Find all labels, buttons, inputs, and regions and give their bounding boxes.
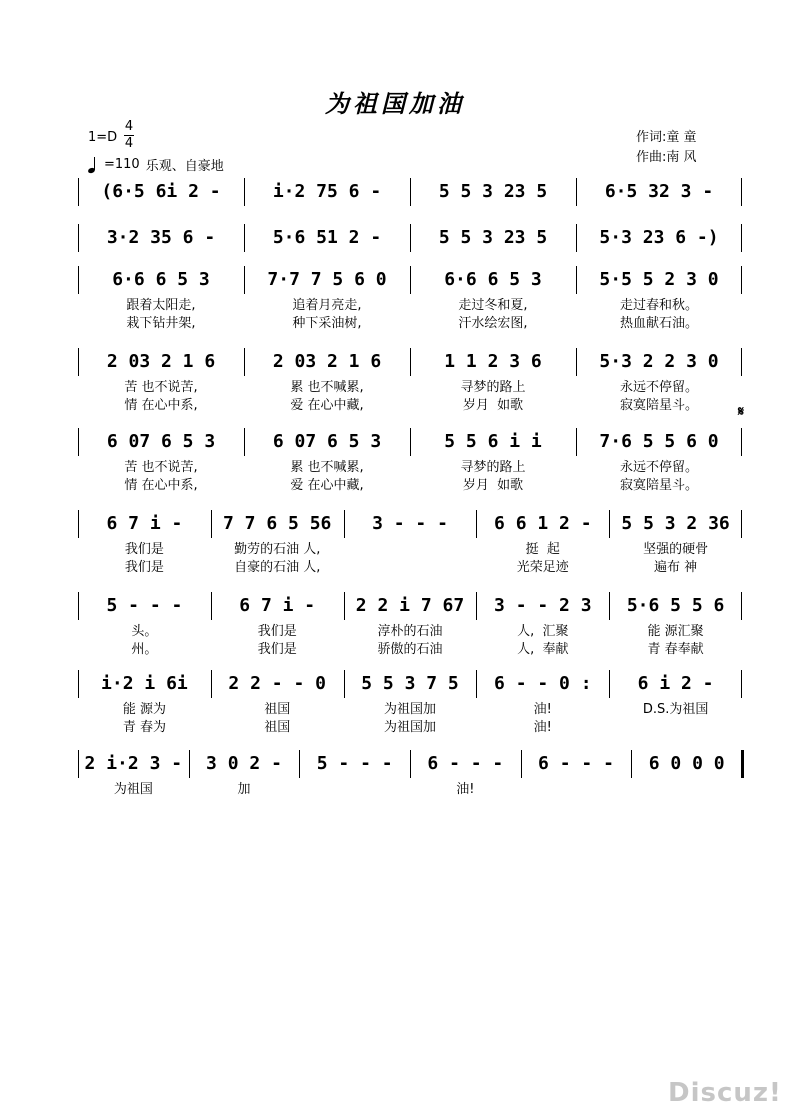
- lyric-text: 追着月亮走,: [292, 298, 362, 313]
- lyric-text: 苦 也不说苦,: [124, 460, 198, 475]
- barline: [299, 750, 300, 778]
- barline: [344, 510, 345, 538]
- measure-notes: 5 5 3 2 36: [621, 512, 730, 534]
- measure: [416, 346, 570, 376]
- measure: [416, 426, 570, 456]
- barline: [741, 348, 742, 376]
- measure: [84, 264, 238, 294]
- barline: [410, 224, 411, 252]
- barline: [576, 428, 577, 456]
- measure-notes: 2 i·2 3 -: [84, 752, 183, 774]
- measure: [582, 176, 736, 206]
- measure-notes: 5·3 2 2 3 0: [599, 350, 719, 372]
- credits: [636, 128, 697, 168]
- lyric-line: [78, 376, 742, 394]
- barline: [741, 266, 742, 294]
- measure-notes: 7·7 7 5 6 0: [267, 268, 387, 290]
- barline: [410, 266, 411, 294]
- measure: [84, 222, 238, 252]
- measure: [416, 748, 515, 778]
- lyric-text: 岁月 如歌: [462, 478, 524, 493]
- lyric-text: 祖国: [264, 702, 291, 717]
- lyric-text: 淳朴的石油: [377, 624, 443, 639]
- barline: [244, 224, 245, 252]
- measure-notes: 5 5 3 23 5: [438, 180, 548, 202]
- barline: [244, 428, 245, 456]
- lyric-text: 情 在心中系,: [124, 478, 198, 493]
- barline: [78, 750, 79, 778]
- measure-notes: 3 - - -: [372, 512, 448, 534]
- lyric-text: 寻梦的路上: [460, 380, 526, 395]
- barline: [244, 178, 245, 206]
- lyric-text: 青 春为: [122, 720, 166, 735]
- lyric-text: 寻梦的路上: [460, 460, 526, 475]
- lyric-text: 自豪的石油 人,: [234, 560, 321, 575]
- score-system: [78, 590, 742, 656]
- lyric-text: D.S.为祖国: [642, 702, 709, 717]
- barline: [576, 178, 577, 206]
- measure-notes: 6 07 6 5 3: [106, 430, 216, 452]
- barline: [741, 178, 742, 206]
- barline: [78, 266, 79, 294]
- lyric-text: 走过春和秋。: [619, 298, 698, 313]
- measure-notes: 5·6 5 5 6: [626, 594, 725, 616]
- lyric-text: 走过冬和夏,: [458, 298, 528, 313]
- measure-notes: 6 7 i -: [106, 512, 183, 534]
- lyric-text: 油!: [456, 782, 475, 797]
- measure-notes: 2 2 - - 0: [228, 672, 326, 694]
- measure: [527, 748, 626, 778]
- lyric-text: 情 在心中系,: [124, 398, 198, 413]
- lyric-text: 累 也不喊累,: [290, 380, 364, 395]
- barline: [609, 592, 610, 620]
- lyric-text: 汗水绘宏图,: [458, 316, 528, 331]
- barline: [410, 750, 411, 778]
- measure-notes: 6 6 1 2 -: [494, 512, 592, 534]
- lyric-text: 热血献石油。: [619, 316, 698, 331]
- lyric-text: 我们是: [124, 560, 164, 575]
- measure-notes: 5 - - -: [316, 752, 393, 774]
- measure-notes: 5 5 6 i i: [444, 430, 542, 452]
- lyric-line: [78, 778, 742, 796]
- barline: [344, 592, 345, 620]
- lyric-line: [78, 556, 742, 574]
- lyric-text: 坚强的硬骨: [643, 542, 709, 557]
- measure-notes: i·2 75 6 -: [272, 180, 382, 202]
- measure: [84, 346, 238, 376]
- lyric-text: 为祖国: [113, 782, 153, 797]
- measure-notes: 5 - - -: [106, 594, 183, 616]
- lyric-text: 油!: [533, 720, 552, 735]
- barline: [741, 592, 742, 620]
- measure-notes: 1 1 2 3 6: [444, 350, 542, 372]
- barline: [741, 224, 742, 252]
- measure: [217, 590, 338, 620]
- measure: [582, 346, 736, 376]
- measure: [84, 590, 205, 620]
- time-signature: [124, 120, 134, 151]
- score-system: [78, 668, 742, 734]
- barline: [78, 510, 79, 538]
- barline: [576, 348, 577, 376]
- lyric-text: 骄傲的石油: [377, 642, 443, 657]
- lyric-text: 苦 也不说苦,: [124, 380, 198, 395]
- lyric-text: 岁月 如歌: [462, 398, 524, 413]
- lyric-text: 寂寞陪星斗。: [619, 398, 698, 413]
- measure: [305, 748, 404, 778]
- lyric-text: 种下采油树,: [292, 316, 362, 331]
- composer: 作曲:南 风: [636, 150, 697, 165]
- expression-text: 乐观、自豪地: [145, 159, 224, 174]
- measure: [482, 668, 603, 698]
- lyric-text: 爱 在心中藏,: [290, 398, 364, 413]
- segno-icon: 𝄋: [737, 404, 744, 420]
- barline: [78, 178, 79, 206]
- measure-notes: 2 03 2 1 6: [106, 350, 216, 372]
- measure-notes: 3 0 2 -: [206, 752, 282, 774]
- measure-notes: 6 - - 0 :: [494, 672, 592, 694]
- measure-notes: 3 - - 2 3: [494, 594, 592, 616]
- lyric-text: 我们是: [257, 642, 297, 657]
- measure-notes: 6 i 2 -: [637, 672, 714, 694]
- lyric-line: [78, 716, 742, 734]
- measure: [416, 222, 570, 252]
- lyric-text: 光荣足迹: [516, 560, 569, 575]
- lyric-text: 栽下钻井架,: [126, 316, 196, 331]
- measure-notes: 2 03 2 1 6: [272, 350, 382, 372]
- barline: [410, 428, 411, 456]
- time-signature-top: 4: [124, 119, 134, 134]
- lyric-text: 为祖国加: [383, 720, 436, 735]
- measure: [250, 264, 404, 294]
- lyric-line: [78, 294, 742, 312]
- measure: [582, 222, 736, 252]
- barline: [78, 348, 79, 376]
- measure-notes: 5 5 3 7 5: [361, 672, 459, 694]
- barline: [521, 750, 522, 778]
- lyric-text: 加: [237, 782, 251, 797]
- lyricist: 作词:童 童: [636, 130, 697, 145]
- measure: [250, 176, 404, 206]
- measure-notes: 5 5 3 23 5: [438, 226, 548, 248]
- measure: [482, 508, 603, 538]
- measure: [416, 176, 570, 206]
- barline: [189, 750, 190, 778]
- barline: [741, 750, 744, 778]
- measure: [582, 426, 736, 456]
- score-system: [78, 508, 742, 574]
- lyric-text: 永远不停留。: [619, 460, 698, 475]
- lyric-text: 我们是: [124, 542, 164, 557]
- measure: [250, 426, 404, 456]
- measure-notes: 5·5 5 2 3 0: [599, 268, 719, 290]
- lyric-text: 州。: [131, 642, 158, 657]
- measure: [615, 668, 736, 698]
- barline: [211, 592, 212, 620]
- score-system: [78, 426, 742, 492]
- barline: [244, 348, 245, 376]
- measure-notes: 6 07 6 5 3: [272, 430, 382, 452]
- measure: [84, 748, 183, 778]
- barline: [344, 670, 345, 698]
- barline: [211, 510, 212, 538]
- measure: [615, 590, 736, 620]
- measure: [416, 264, 570, 294]
- score-system: [78, 748, 742, 796]
- measure: [84, 426, 238, 456]
- measure: [217, 668, 338, 698]
- lyric-text: 为祖国加: [383, 702, 436, 717]
- lyric-text: 我们是: [257, 624, 297, 639]
- lyric-text: 寂寞陪星斗。: [619, 478, 698, 493]
- measure: [84, 668, 205, 698]
- barline: [410, 348, 411, 376]
- measure: [195, 748, 294, 778]
- measure-notes: 7 7 6 5 56: [223, 512, 332, 534]
- score-system: [78, 222, 742, 252]
- lyric-text: 头。: [131, 624, 158, 639]
- quarter-note-icon: [88, 157, 98, 173]
- watermark: Discuz!: [668, 1078, 782, 1108]
- measure: [350, 508, 471, 538]
- lyric-line: [78, 538, 742, 556]
- lyric-line: [78, 620, 742, 638]
- measure-notes: 5·6 51 2 -: [272, 226, 382, 248]
- measure: [250, 346, 404, 376]
- lyric-text: 人, 汇聚: [517, 624, 569, 639]
- lyric-line: [78, 638, 742, 656]
- tempo-value: =110: [104, 157, 140, 172]
- measure: [615, 508, 736, 538]
- measure-notes: 6·5 32 3 -: [604, 180, 714, 202]
- measure-notes: 5·3 23 6 -): [599, 226, 719, 248]
- barline: [741, 510, 742, 538]
- lyric-text: 爱 在心中藏,: [290, 478, 364, 493]
- measure-notes: 6 - - -: [427, 752, 504, 774]
- lyric-text: 挺 起: [525, 542, 560, 557]
- score-system: [78, 264, 742, 330]
- barline: [78, 592, 79, 620]
- lyric-text: 能 源汇聚: [647, 624, 704, 639]
- barline: [631, 750, 632, 778]
- measure: [482, 590, 603, 620]
- lyric-text: 勤劳的石油 人,: [234, 542, 321, 557]
- measure-notes: 6 0 0 0: [648, 752, 725, 774]
- measure-notes: 2 2 i 7 67: [355, 594, 465, 616]
- barline: [609, 510, 610, 538]
- measure-notes: 3·2 35 6 -: [106, 226, 216, 248]
- score-system: [78, 176, 742, 206]
- lyric-text: 油!: [533, 702, 552, 717]
- measure: [350, 590, 471, 620]
- lyric-text: 跟着太阳走,: [126, 298, 196, 313]
- barline: [410, 178, 411, 206]
- measure-notes: (6·5 6i 2 -: [101, 180, 221, 202]
- measure-notes: 6 7 i -: [239, 594, 316, 616]
- measure: [84, 508, 205, 538]
- measure-notes: 6 - - -: [538, 752, 614, 774]
- tempo-marking: [88, 155, 224, 174]
- barline: [476, 510, 477, 538]
- lyric-text: 累 也不喊累,: [290, 460, 364, 475]
- barline: [476, 670, 477, 698]
- measure: [84, 176, 238, 206]
- lyric-text: 祖国: [264, 720, 291, 735]
- key-signature: 1=D: [88, 130, 118, 145]
- lyric-line: [78, 312, 742, 330]
- measure-notes: 6·6 6 5 3: [444, 268, 542, 290]
- measure: [582, 264, 736, 294]
- barline: [476, 592, 477, 620]
- measure-notes: 6·6 6 5 3: [112, 268, 210, 290]
- barline: [741, 428, 742, 456]
- lyric-line: [78, 698, 742, 716]
- lyric-text: 人, 奉献: [517, 642, 569, 657]
- barline: [78, 670, 79, 698]
- barline: [576, 266, 577, 294]
- lyric-line: [78, 456, 742, 474]
- barline: [211, 670, 212, 698]
- measure-notes: i·2 i 6i: [101, 672, 188, 694]
- score-system: [78, 346, 742, 412]
- barline: [244, 266, 245, 294]
- measure: [350, 668, 471, 698]
- time-signature-bottom: 4: [124, 136, 134, 151]
- lyric-line: [78, 394, 742, 412]
- barline: [78, 428, 79, 456]
- lyric-line: [78, 474, 742, 492]
- barline: [609, 670, 610, 698]
- lyric-text: 能 源为: [122, 702, 166, 717]
- lyric-text: 遍布 神: [654, 560, 698, 575]
- lyric-text: 永远不停留。: [619, 380, 698, 395]
- barline: [741, 670, 742, 698]
- measure: [637, 748, 736, 778]
- measure: [250, 222, 404, 252]
- measure: [217, 508, 338, 538]
- barline: [78, 224, 79, 252]
- lyric-text: 青 春奉献: [647, 642, 704, 657]
- song-title: 为祖国加油: [325, 89, 465, 118]
- barline: [576, 224, 577, 252]
- measure-notes: 7·6 5 5 6 0: [599, 430, 719, 452]
